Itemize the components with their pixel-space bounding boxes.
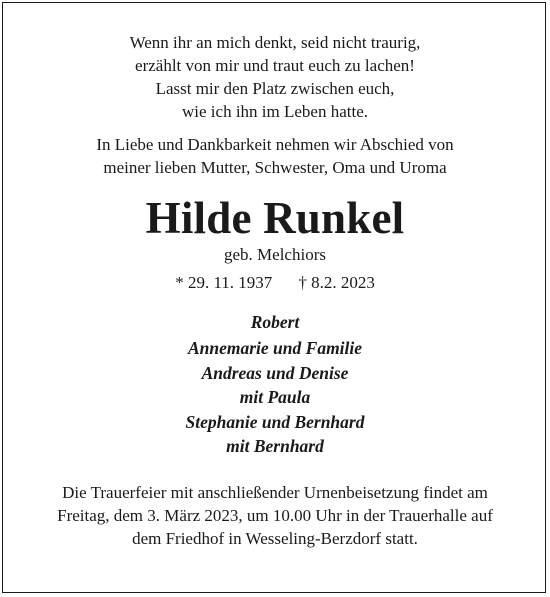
mourner-group [0, 337, 550, 361]
life-dates [0, 272, 550, 294]
mourner-line: Robert [250, 312, 300, 332]
ceremony-line: dem Friedhof in Wesseling-Berzdorf statt. [132, 529, 418, 548]
mourner-line: Stephanie und Bernhard [185, 412, 365, 432]
mourners-list [0, 311, 550, 458]
birth-date: * 29. 11. 1937 [175, 273, 273, 292]
death-date: † 8.2. 2023 [298, 273, 375, 292]
intro-line: meiner lieben Mutter, Schwester, Oma und Uroma [103, 158, 447, 177]
poem-line: wie ich ihn im Leben hatte. [182, 102, 368, 121]
mourner-group [0, 362, 550, 409]
ceremony-line: Die Trauerfeier mit anschließender Urnenbeisetzung findet am [62, 483, 488, 502]
ceremony-line: Freitag, dem 3. März 2023, um 10.00 Uhr in der Trauerhalle auf [57, 506, 493, 525]
poem-line: Lasst mir den Platz zwischen euch, [155, 79, 395, 98]
obituary-notice [0, 31, 550, 550]
poem-line: erzählt von mir und traut euch zu lachen! [135, 56, 415, 75]
deceased-name: Hilde Runkel [145, 193, 405, 243]
poem-line: Wenn ihr an mich denkt, seid nicht traurig, [129, 33, 421, 52]
mourner-line: mit Paula [239, 386, 311, 407]
funeral-details [0, 481, 550, 550]
mourner-group [0, 311, 550, 335]
farewell-intro [0, 133, 550, 179]
mourner-line: Andreas und Denise [201, 363, 349, 383]
memorial-poem [0, 31, 550, 123]
mourner-line: mit Bernhard [226, 435, 324, 456]
intro-line: In Liebe und Dankbarkeit nehmen wir Abschied von [96, 135, 454, 154]
birth-name: geb. Melchiors [224, 245, 326, 264]
mourner-line: Annemarie und Familie [187, 337, 363, 358]
mourner-group [0, 411, 550, 458]
